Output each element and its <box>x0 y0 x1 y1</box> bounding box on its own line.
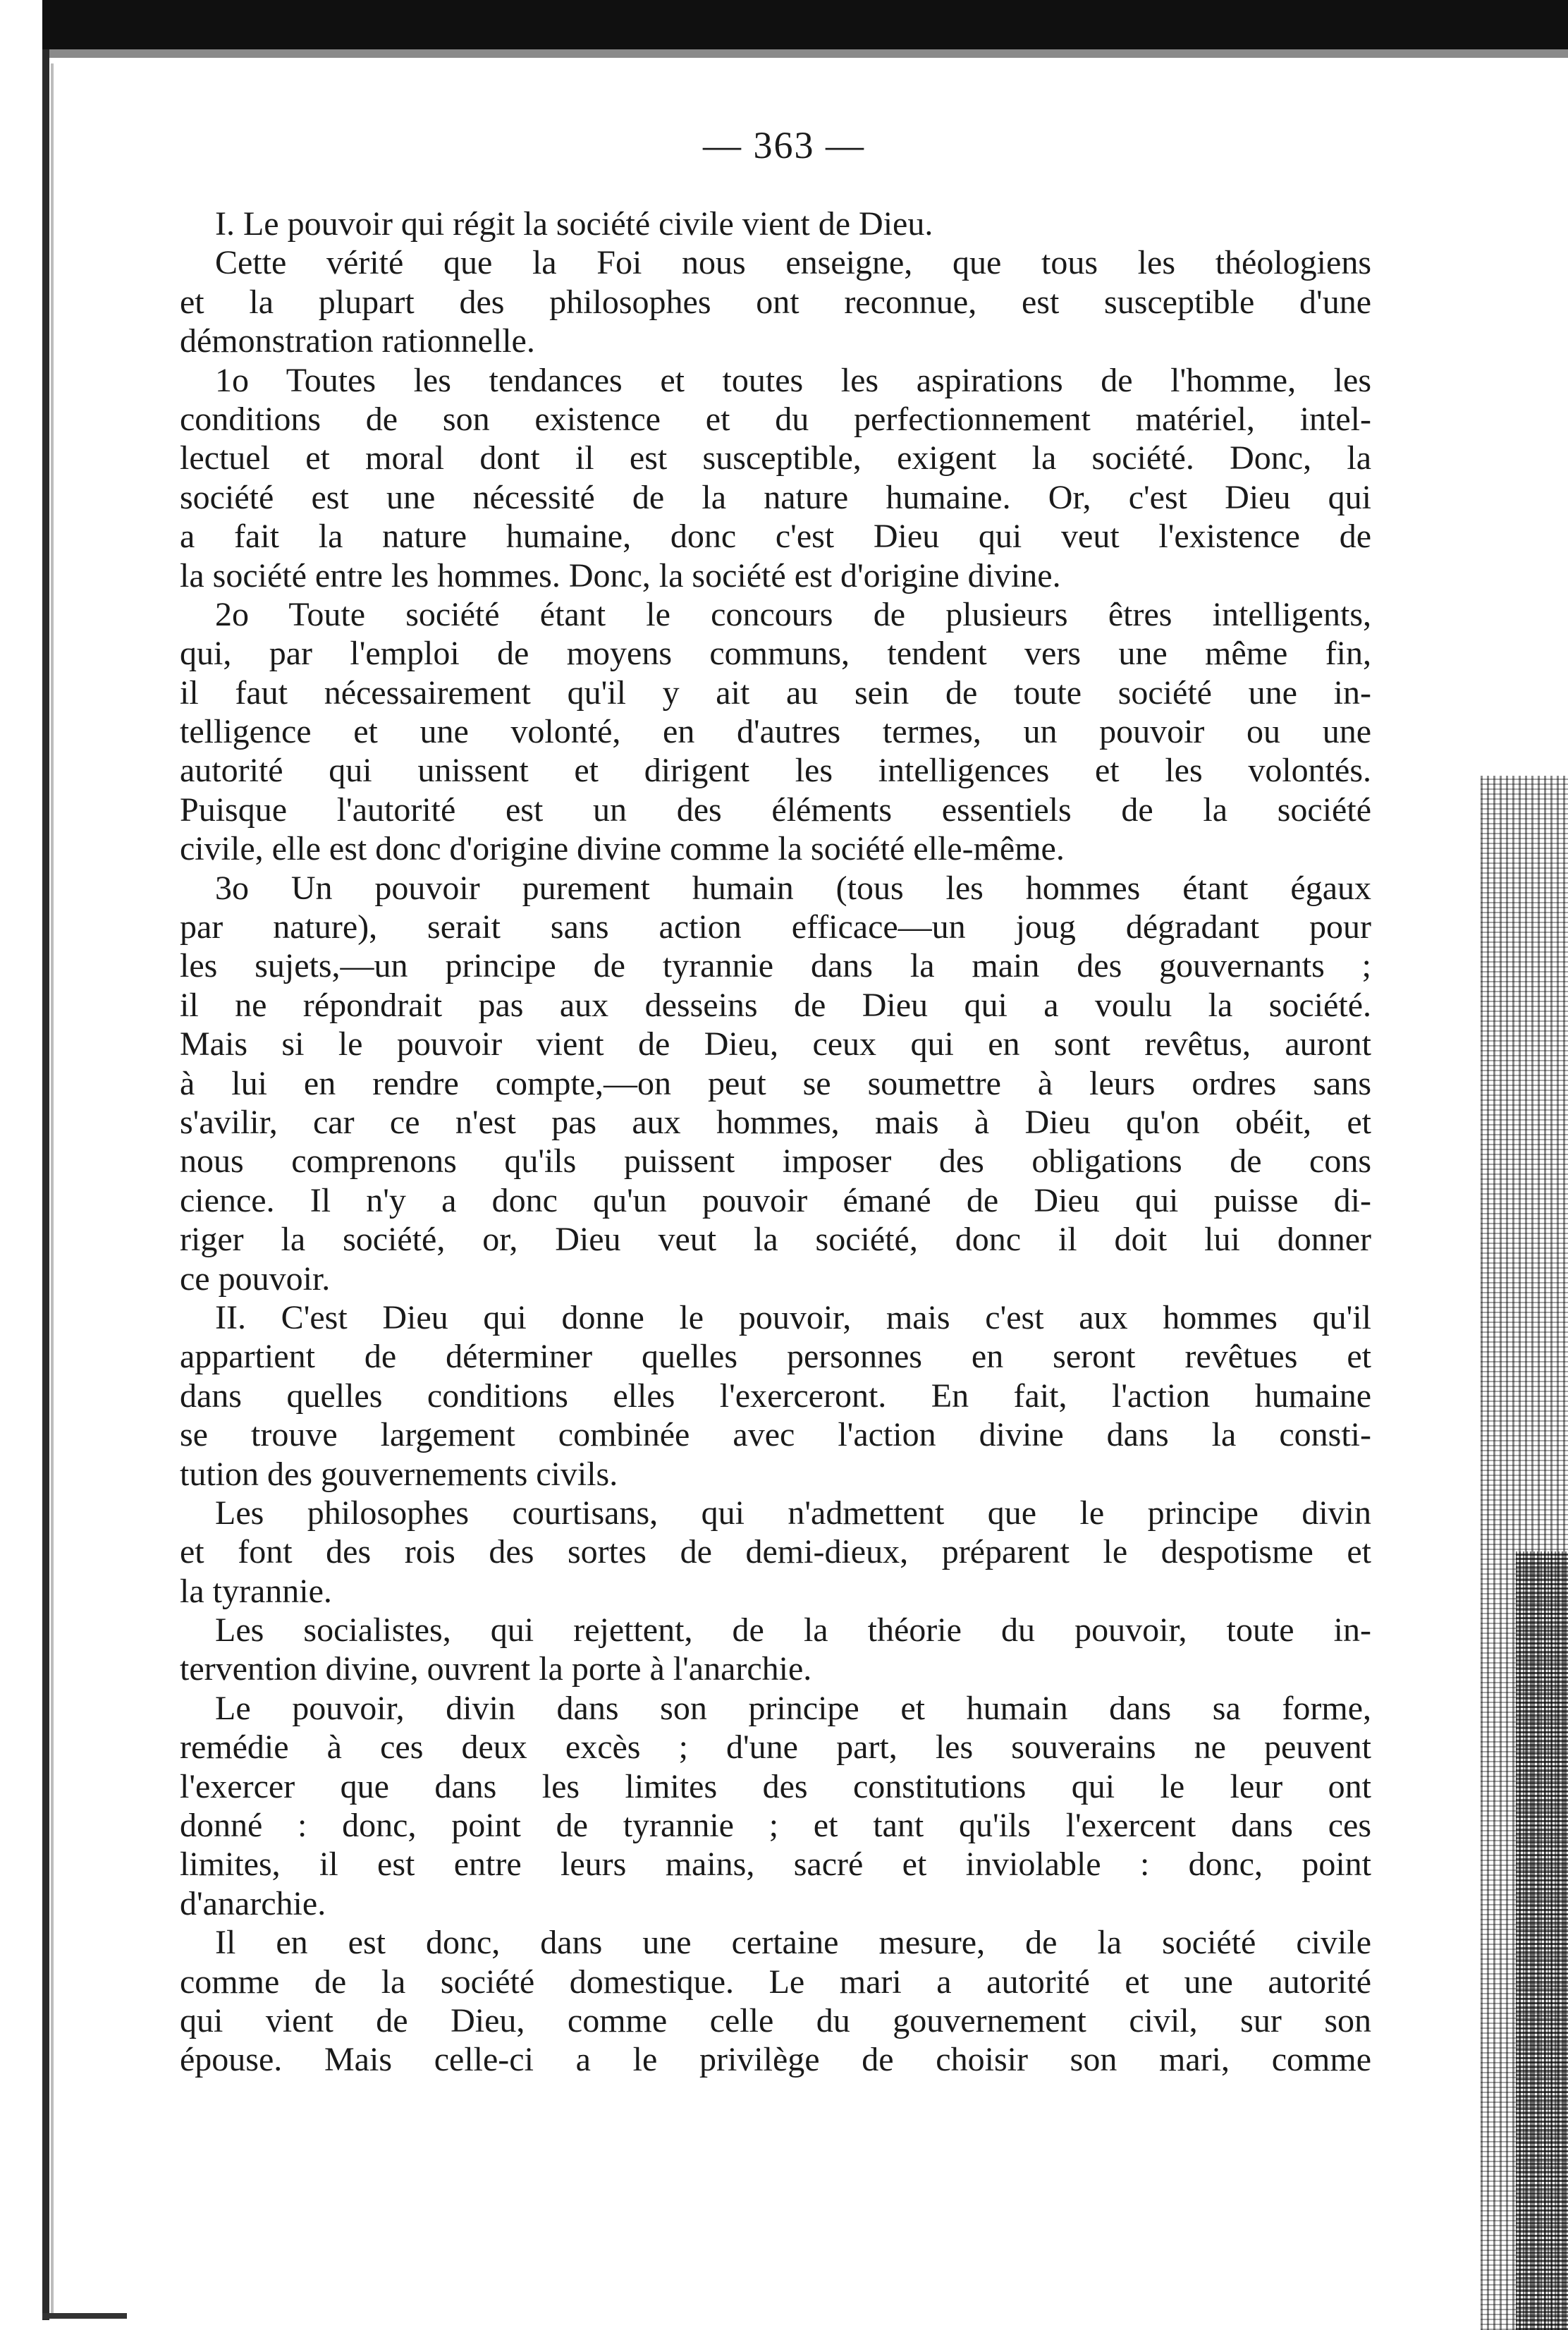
scan-left-border-shadow <box>51 63 54 2313</box>
text-line: a fait la nature humaine, donc c'est Dieu qui veut l'existence de <box>180 518 1371 556</box>
text-line: se trouve largement combinée avec l'action divine dans la consti- <box>180 1416 1371 1454</box>
scan-bottom-corner <box>42 2313 127 2319</box>
scan-top-border <box>42 0 1568 49</box>
text-line: appartient de déterminer quelles personnes en seront revêtues et <box>180 1338 1371 1376</box>
text-line: s'avilir, car ce n'est pas aux hommes, mais à Dieu qu'on obéit, et <box>180 1103 1371 1141</box>
text-line: Le pouvoir, divin dans son principe et humain dans sa forme, <box>215 1689 1371 1727</box>
text-line: telligence et une volonté, en d'autres termes, un pouvoir ou une <box>180 713 1371 751</box>
text-line: donné : donc, point de tyrannie ; et tant qu'ils l'exercent dans ces <box>180 1807 1371 1845</box>
text-line: d'anarchie. <box>180 1884 326 1922</box>
scan-top-border-fade <box>42 49 1568 58</box>
text-line: démonstration rationnelle. <box>180 322 535 360</box>
text-line: la tyrannie. <box>180 1572 332 1610</box>
text-line: qui vient de Dieu, comme celle du gouvernement civil, sur son <box>180 2001 1371 2039</box>
text-line: les sujets,—un principe de tyrannie dans la main des gouvernants ; <box>180 947 1371 985</box>
text-line: Il en est donc, dans une certaine mesure, de la société civile <box>215 1924 1371 1962</box>
text-line: épouse. Mais celle-ci a le privilège de choisir son mari, comme <box>180 2041 1371 2079</box>
text-line: tervention divine, ouvrent la porte à l'anarchie. <box>180 1650 812 1688</box>
text-line: il ne répondrait pas aux desseins de Dieu qui a voulu la société. <box>180 986 1371 1024</box>
text-line: remédie à ces deux excès ; d'une part, les souverains ne peuvent <box>180 1728 1371 1767</box>
text-line: la société entre les hommes. Donc, la société est d'origine divine. <box>180 556 1061 594</box>
text-line: Les socialistes, qui rejettent, de la théorie du pouvoir, toute in- <box>215 1611 1371 1649</box>
text-line: 2o Toute société étant le concours de plusieurs êtres intelligents, <box>215 595 1371 633</box>
text-line: civile, elle est donc d'origine divine comme la société elle-même. <box>180 830 1065 868</box>
text-line: tution des gouvernements civils. <box>180 1455 618 1493</box>
text-line: 1o Toutes les tendances et toutes les aspirations de l'homme, les <box>215 361 1371 399</box>
text-line: cience. Il n'y a donc qu'un pouvoir émané de Dieu qui puisse di- <box>180 1181 1371 1219</box>
text-line: et la plupart des philosophes ont reconnue, est susceptible d'une <box>180 283 1371 321</box>
page-number: — 363 — <box>703 124 865 166</box>
text-line: à lui en rendre compte,—on peut se soumettre à leurs ordres sans <box>180 1064 1371 1102</box>
text-line: 3o Un pouvoir purement humain (tous les hommes étant égaux <box>215 869 1371 907</box>
text-line: dans quelles conditions elles l'exerceront. En fait, l'action humaine <box>180 1377 1371 1415</box>
text-line: II. C'est Dieu qui donne le pouvoir, mais c'est aux hommes qu'il <box>215 1298 1371 1336</box>
text-line: Les philosophes courtisans, qui n'admettent que le principe divin <box>215 1494 1371 1532</box>
text-line: nous comprenons qu'ils puissent imposer des obligations de cons <box>180 1142 1371 1181</box>
text-line: et font des rois des sortes de demi-dieux, préparent le despotisme et <box>180 1533 1371 1571</box>
text-line: autorité qui unissent et dirigent les intelligences et les volontés. <box>180 752 1371 790</box>
text-line: qui, par l'emploi de moyens communs, tendent vers une même fin, <box>180 635 1371 673</box>
text-line: riger la société, or, Dieu veut la société, donc il doit lui donner <box>180 1221 1371 1259</box>
text-line: société est une nécessité de la nature humaine. Or, c'est Dieu qui <box>180 478 1371 516</box>
text-line: l'exercer que dans les limites des constitutions qui le leur ont <box>180 1767 1371 1805</box>
text-line: lectuel et moral dont il est susceptible, exigent la société. Donc, la <box>180 439 1371 477</box>
scan-left-border <box>42 49 49 2320</box>
text-line: Cette vérité que la Foi nous enseigne, que tous les théologiens <box>215 244 1371 282</box>
text-line: il faut nécessairement qu'il y ait au sein de toute société une in- <box>180 673 1371 712</box>
text-line: limites, il est entre leurs mains, sacré et inviolable : donc, point <box>180 1846 1371 1884</box>
text-line: Puisque l'autorité est un des éléments essentiels de la société <box>180 791 1371 829</box>
text-line: comme de la société domestique. Le mari a autorité et une autorité <box>180 1963 1371 2001</box>
text-line: par nature), serait sans action efficace—un joug dégradant pour <box>180 908 1371 946</box>
text-line: Mais si le pouvoir vient de Dieu, ceux qui en sont revêtus, auront <box>180 1025 1371 1063</box>
text-line: conditions de son existence et du perfectionnement matériel, intel- <box>180 400 1371 438</box>
scan-right-edge-noise-dark <box>1516 1551 1568 2330</box>
body-text <box>180 205 1371 2080</box>
text-line: I. Le pouvoir qui régit la société civile vient de Dieu. <box>215 205 933 243</box>
text-line: ce pouvoir. <box>180 1259 331 1298</box>
